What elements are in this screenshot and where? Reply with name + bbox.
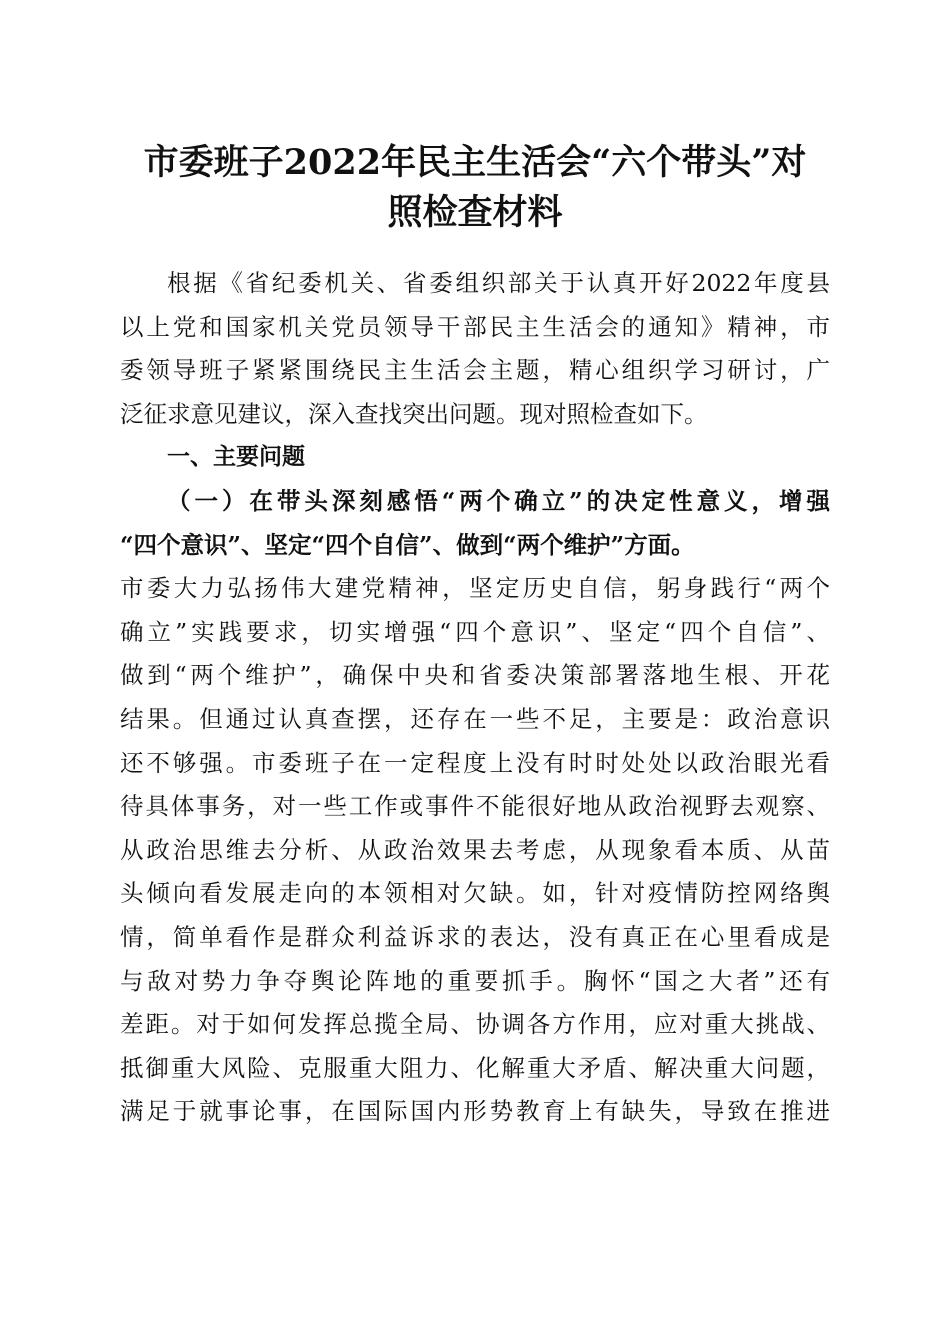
- subsection-heading: [120, 480, 830, 567]
- content-line: 头倾向看发展走向的本领相对欠缺。如，针对疫情防控网络舆: [120, 879, 830, 908]
- intro-paragraph: [120, 262, 830, 436]
- content-line: 与敌对势力争夺舆论阵地的重要抓手。胸怀“国之大者”还有: [120, 966, 830, 995]
- section-heading: 一、主要问题: [167, 444, 305, 471]
- subsection-heading-line: “四个意识”、坚定“四个自信”、做到“两个维护”方面。: [120, 530, 695, 559]
- content-line: 市委大力弘扬伟大建党精神，坚定历史自信，躬身践行“两个: [120, 574, 830, 603]
- content-line: 还不够强。市委班子在一定程度上没有时时处处以政治眼光看: [120, 748, 830, 777]
- content-line: 结果。但通过认真查摆，还存在一些不足，主要是：政治意识: [120, 704, 830, 733]
- subsection-heading-line: （一）在带头深刻感悟“两个确立”的决定性意义，增强: [167, 486, 830, 515]
- intro-line: 委领导班子紧紧围绕民主生活会主题，精心组织学习研讨，广: [120, 356, 830, 385]
- content-paragraph: [120, 567, 830, 1134]
- content-line: 满足于就事论事，在国际国内形势教育上有缺失，导致在推进: [120, 1097, 830, 1126]
- document-body: [120, 262, 830, 1134]
- intro-line: 根据《省纪委机关、省委组织部关于认真开好2022年度县: [167, 269, 830, 297]
- content-line: 确立”实践要求，切实增强“四个意识”、坚定“四个自信”、: [120, 617, 830, 646]
- document-title: [120, 138, 830, 238]
- content-line: 从政治思维去分析、从政治效果去考虑，从现象看本质、从苗: [120, 835, 830, 864]
- title-line-2: 照检查材料: [387, 192, 563, 233]
- content-line: 抵御重大风险、克服重大阻力、化解重大矛盾、解决重大问题，: [120, 1053, 830, 1082]
- title-line-1: 市委班子2022年民主生活会“六个带头”对: [143, 142, 807, 183]
- content-line: 待具体事务，对一些工作或事件不能很好地从政治视野去观察、: [120, 792, 830, 821]
- intro-line: 泛征求意见建议，深入查找突出问题。现对照检查如下。: [120, 399, 708, 428]
- content-line: 差距。对于如何发挥总揽全局、协调各方作用，应对重大挑战、: [120, 1010, 830, 1039]
- content-line: 做到“两个维护”，确保中央和省委决策部署落地生根、开花: [120, 661, 830, 690]
- intro-line: 以上党和国家机关党员领导干部民主生活会的通知》精神，市: [120, 312, 830, 341]
- content-line: 情，简单看作是群众利益诉求的表达，没有真正在心里看成是: [120, 922, 830, 951]
